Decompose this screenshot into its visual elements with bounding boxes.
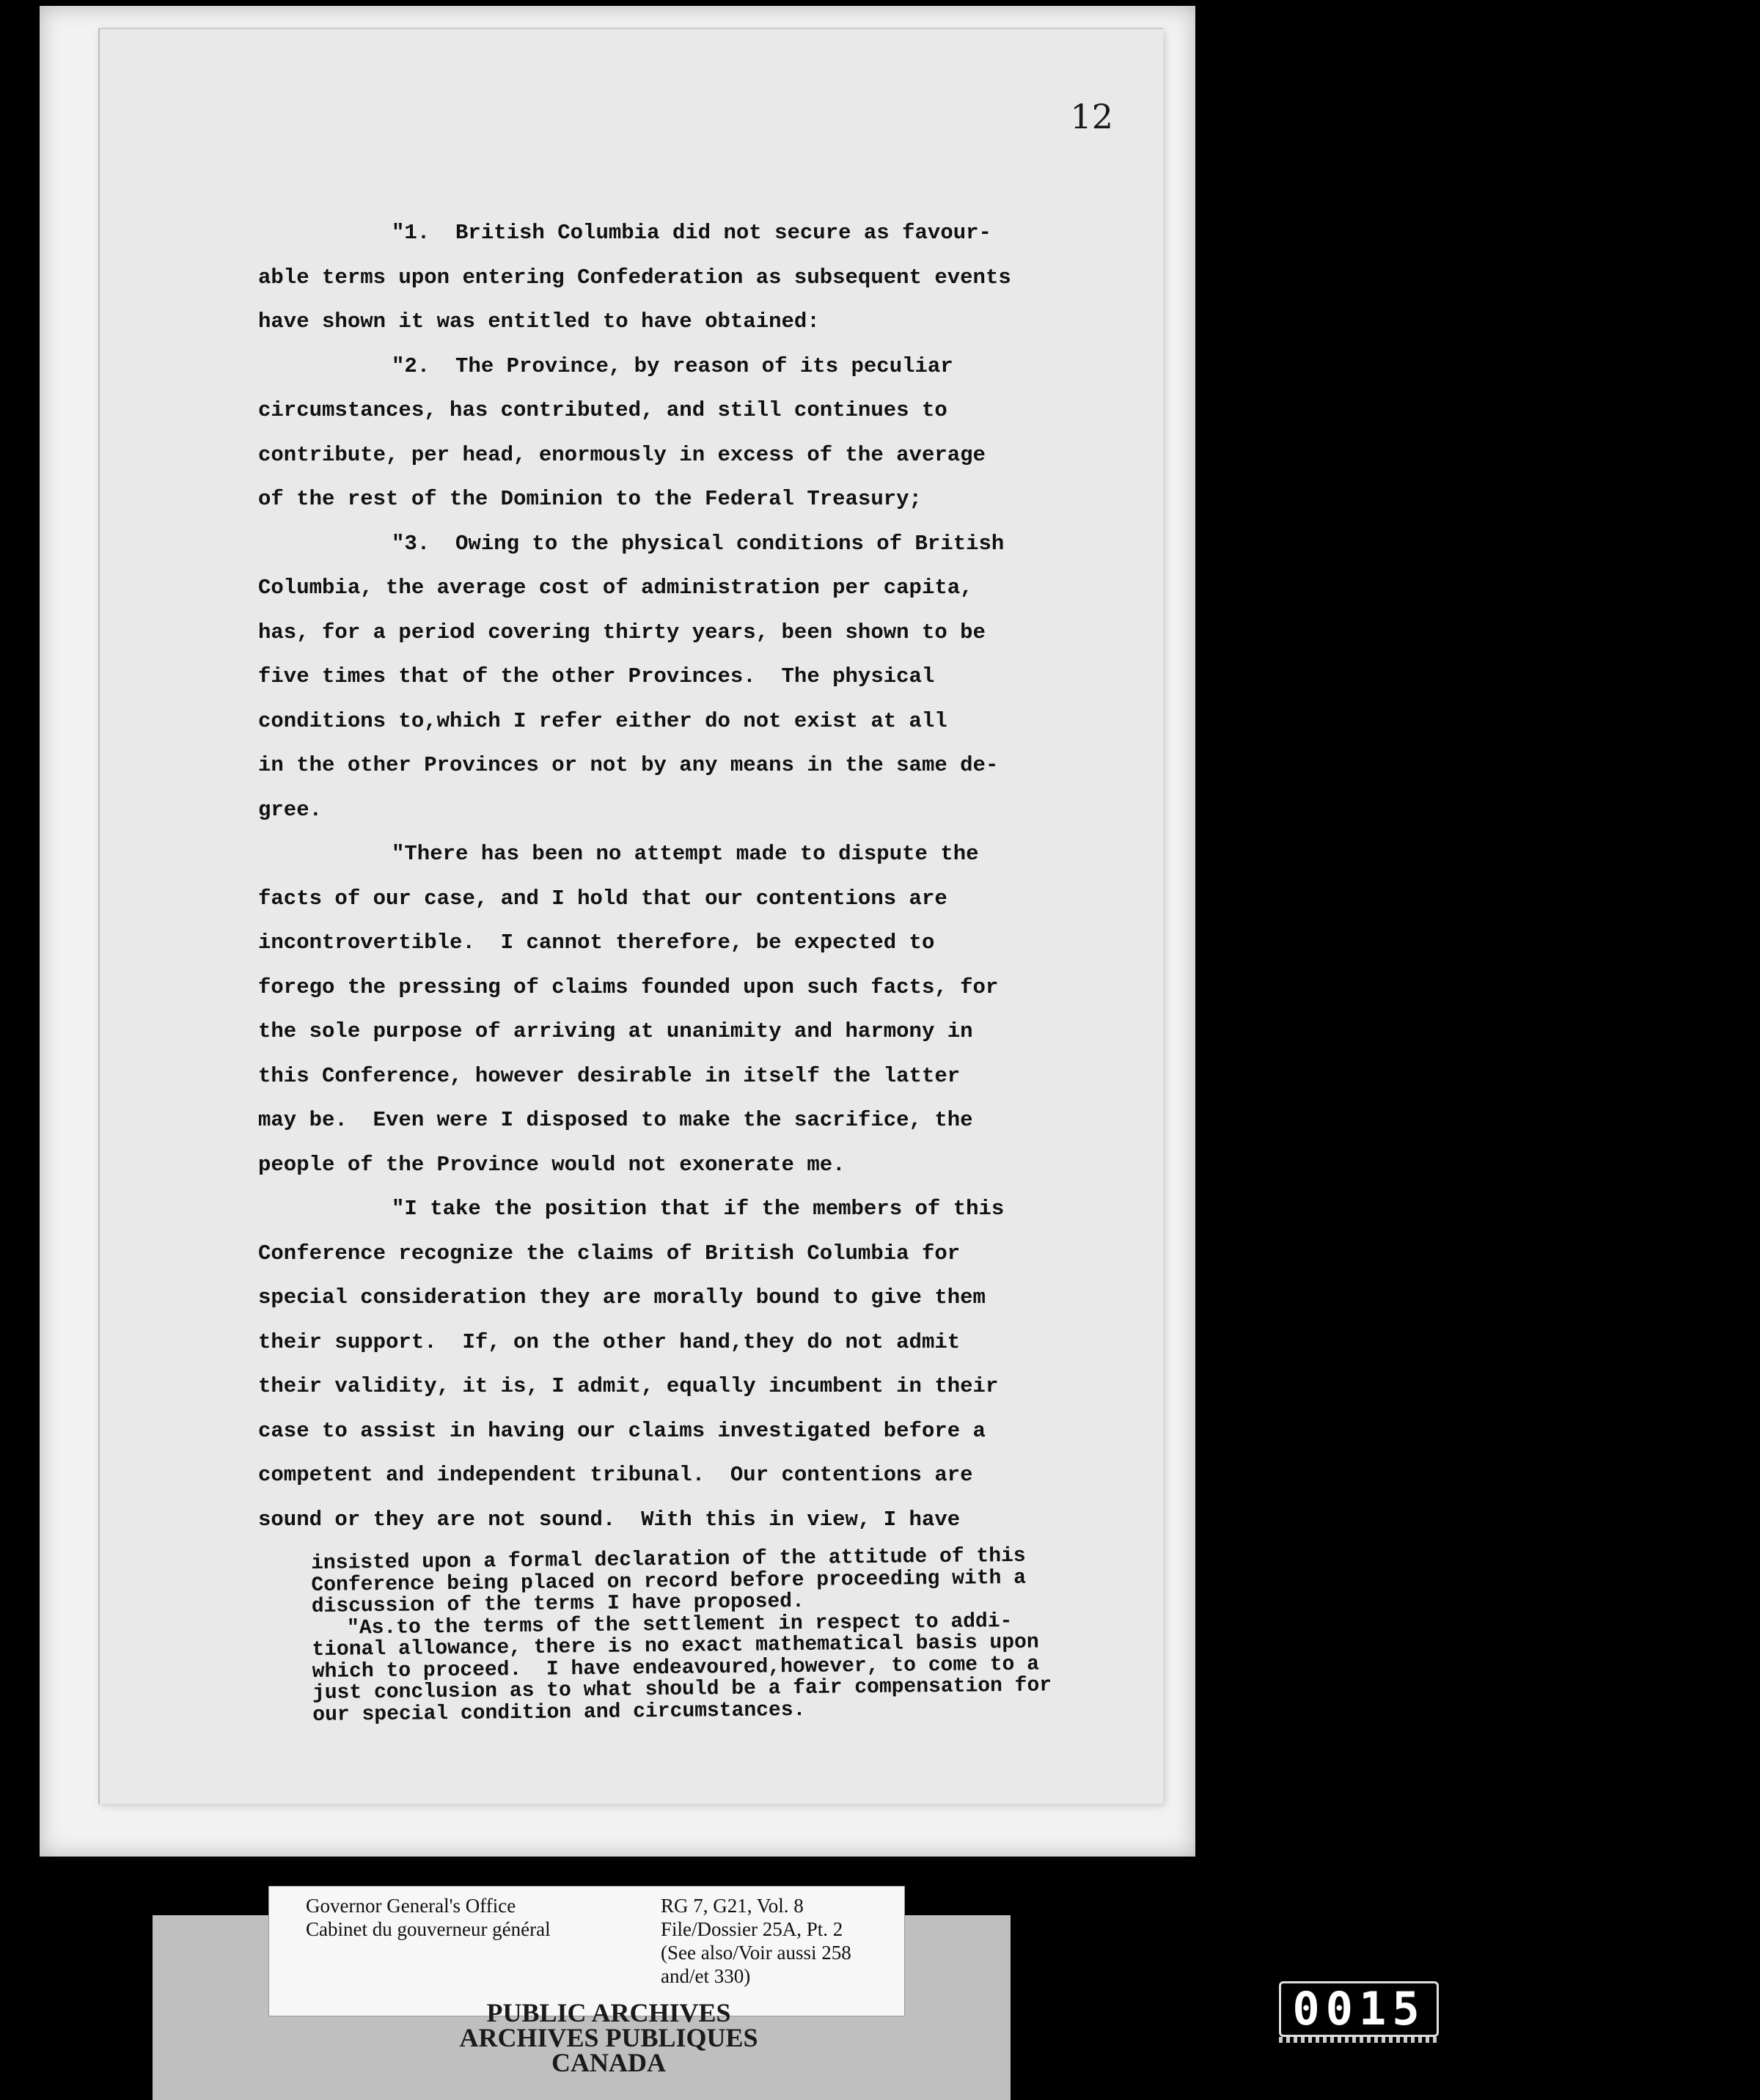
text-line: may be. Even were I disposed to make the sacrifice, the bbox=[258, 1108, 973, 1132]
text-line: five times that of the other Provinces. The physical bbox=[258, 664, 935, 689]
stamp-line: PUBLIC ARCHIVES bbox=[486, 1998, 731, 2027]
text-line: discussion of the terms I have proposed. bbox=[311, 1590, 805, 1618]
label-line: RG 7, G21, Vol. 8 bbox=[661, 1895, 804, 1917]
text-line: "2. The Province, by reason of its peculiar bbox=[392, 353, 953, 378]
text-line: facts of our case, and I hold that our contentions are bbox=[258, 886, 947, 911]
text-line: able terms upon entering Confederation as subsequent events bbox=[258, 265, 1011, 290]
text-line: "I take the position that if the members of this bbox=[392, 1197, 1005, 1221]
text-line: just conclusion as to what should be a fair compensation for bbox=[312, 1674, 1052, 1705]
text-line: "1. British Columbia did not secure as favour- bbox=[392, 221, 991, 245]
text-line: have shown it was entitled to have obtained: bbox=[258, 309, 820, 334]
text-line: contribute, per head, enormously in excess of the average bbox=[258, 442, 986, 467]
text-line: their validity, it is, I admit, equally incumbent in their bbox=[258, 1374, 999, 1398]
text-line: our special condition and circumstances. bbox=[312, 1698, 806, 1727]
stamp-line: CANADA bbox=[551, 2048, 666, 2077]
archive-label-card bbox=[268, 1886, 905, 2016]
text-line: forego the pressing of claims founded upon such facts, for bbox=[258, 974, 999, 999]
label-line: Cabinet du gouverneur général bbox=[306, 1918, 551, 1940]
text-line: insisted upon a formal declaration of the attitude of this bbox=[310, 1544, 1026, 1575]
label-line: File/Dossier 25A, Pt. 2 bbox=[661, 1918, 843, 1940]
text-line: incontrovertible. I cannot therefore, be expected to bbox=[258, 930, 935, 955]
stamp-line: ARCHIVES PUBLIQUES bbox=[459, 2023, 758, 2052]
archives-stamp bbox=[411, 2000, 807, 2075]
text-line: "There has been no attempt made to dispute the bbox=[392, 842, 979, 866]
text-line: people of the Province would not exonerate me. bbox=[258, 1152, 846, 1177]
film-sprocket-ticks bbox=[1279, 2037, 1437, 2043]
label-line: and/et 330) bbox=[661, 1965, 751, 1987]
text-line: gree. bbox=[258, 797, 323, 822]
text-line: has, for a period covering thirty years, been shown to be bbox=[258, 620, 986, 645]
text-line: which to proceed. I have endeavoured,however, to come to a bbox=[312, 1653, 1040, 1684]
text-line: "3. Owing to the physical conditions of British bbox=[392, 531, 1005, 556]
text-line: Conference recognize the claims of British Columbia for bbox=[258, 1241, 961, 1266]
text-line: conditions to,which I refer either do not exist at all bbox=[258, 708, 947, 733]
text-line: case to assist in having our claims investigated before a bbox=[258, 1418, 986, 1443]
text-line: of the rest of the Dominion to the Federal Treasury; bbox=[258, 487, 922, 511]
text-line: the sole purpose of arriving at unanimity and harmony in bbox=[258, 1019, 973, 1043]
text-line: this Conference, however desirable in itself the latter bbox=[258, 1063, 961, 1088]
text-line: circumstances, has contributed, and still continues to bbox=[258, 398, 947, 422]
label-reference bbox=[661, 1894, 851, 1988]
text-line: Conference being placed on record before proceeding with a bbox=[311, 1566, 1027, 1597]
text-line: special consideration they are morally bound to give them bbox=[258, 1285, 986, 1310]
text-line: tional allowance, there is no exact mathematical basis upon bbox=[312, 1631, 1039, 1662]
text-line: in the other Provinces or not by any means in the same de- bbox=[258, 753, 999, 777]
typed-body bbox=[258, 211, 1138, 1542]
label-line: Governor General's Office bbox=[306, 1895, 516, 1917]
typed-insert bbox=[311, 1544, 1156, 1726]
text-line: competent and independent tribunal. Our contentions are bbox=[258, 1463, 973, 1487]
frame-number: 0015 bbox=[1292, 1982, 1426, 2035]
frame-counter bbox=[1269, 1972, 1445, 2046]
text-line: their support. If, on the other hand,they do not admit bbox=[258, 1329, 961, 1354]
text-line: "As.to the terms of the settlement in respect to addi- bbox=[346, 1609, 1013, 1640]
text-line: Columbia, the average cost of administration per capita, bbox=[258, 576, 973, 600]
label-line: (See also/Voir aussi 258 bbox=[661, 1942, 851, 1964]
page-number: 12 bbox=[1070, 97, 1113, 136]
frame-counter-box bbox=[1279, 1981, 1439, 2037]
text-line: sound or they are not sound. With this in view, I have bbox=[258, 1507, 961, 1532]
label-office bbox=[306, 1894, 551, 1941]
